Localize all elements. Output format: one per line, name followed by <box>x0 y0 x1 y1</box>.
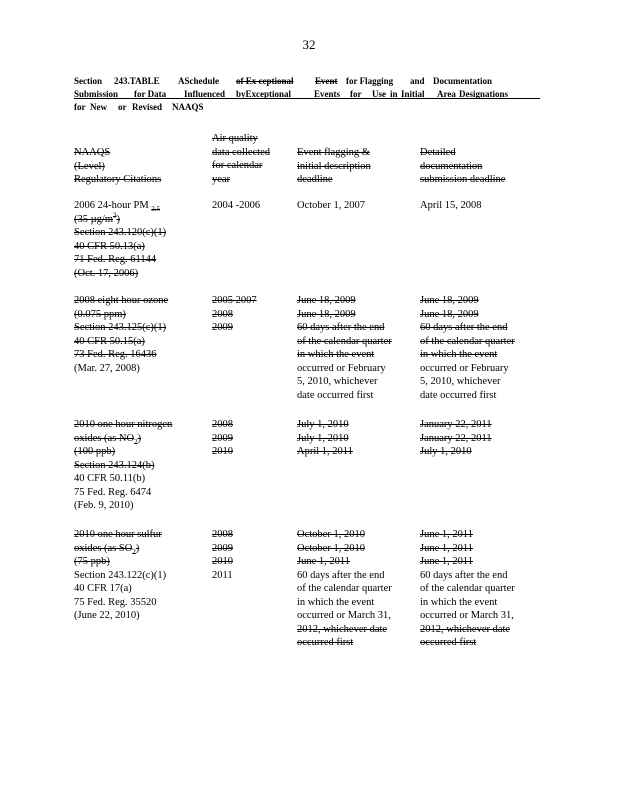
cell-line: of the calendar quarter <box>420 583 515 594</box>
cell-line: 40 CFR 17(a) <box>74 583 132 594</box>
header-line: Air quality <box>212 133 258 144</box>
row2-naaqs <box>74 294 168 375</box>
row2-flagging <box>297 294 392 402</box>
cell-line: occurred first <box>297 637 354 648</box>
cell-line: date occurred first <box>297 389 374 401</box>
cell-line: June 18, 2009 <box>297 308 356 320</box>
row4-years <box>212 528 233 582</box>
header-documentation <box>420 146 505 187</box>
cell-line: June 1, 2011 <box>420 542 473 554</box>
cell-line: occurred or February <box>297 362 386 374</box>
header-line: (Level) <box>74 160 105 172</box>
header-line: data collected <box>212 146 271 158</box>
cell-line: 2009 <box>212 322 233 333</box>
cell-line: July 1, 2010 <box>297 419 349 430</box>
header-line: NAAQS <box>74 147 111 158</box>
cell-line: June 1, 2011 <box>297 556 350 567</box>
row2-documentation <box>420 294 515 402</box>
cell-line: 40 CFR 50.13(a) <box>74 240 145 252</box>
cell-line: 60 days after the end <box>297 569 385 581</box>
cell-line: occurred or March 31, <box>420 610 514 621</box>
caption-word: of Ex ceptional <box>236 76 294 86</box>
caption-word: Event <box>315 76 338 86</box>
caption-word: Revised <box>132 102 162 112</box>
cell-line: October 1, 2010 <box>297 542 365 554</box>
row3-years <box>212 418 233 459</box>
row4-documentation <box>420 528 515 650</box>
cell-line: 2012, whichever date <box>297 623 388 635</box>
header-line: year <box>212 173 231 185</box>
cell-line: 40 CFR 50.11(b) <box>74 473 146 484</box>
cell-line: April 1, 2011 <box>297 446 353 457</box>
cell-line: 2010 one hour nitrogen <box>74 419 173 430</box>
cell-line: occurred first <box>420 637 477 648</box>
cell-line: Section 243.125(c)(1) <box>74 322 167 333</box>
caption-word: ASchedule <box>178 76 220 86</box>
header-line: Event flagging & <box>297 147 370 158</box>
cell-line: occurred or March 31, <box>297 610 391 621</box>
cell-line: 2008 <box>212 308 233 320</box>
cell-line: (June 22, 2010) <box>74 610 140 621</box>
header-line: Regulatory Citations <box>74 174 162 185</box>
caption-word: Documentation <box>433 76 492 86</box>
caption-word: Area <box>437 89 456 99</box>
row1-documentation <box>420 199 482 213</box>
cell-line: 2010 <box>212 446 233 457</box>
cell-line: date occurred first <box>420 389 497 401</box>
cell-line: (0.075 ppm) <box>74 308 126 320</box>
row2-years <box>212 294 257 335</box>
row3-documentation <box>420 418 492 459</box>
cell-line: January 22, 2011 <box>420 432 492 444</box>
cell-line: (Mar. 27, 2008) <box>74 362 140 374</box>
cell-line: Section 243.124(b) <box>74 459 155 471</box>
cell-line: (75 ppb) <box>74 556 110 567</box>
header-naaqs <box>74 146 161 187</box>
header-air-quality-year <box>212 132 270 186</box>
cell-line: (Feb. 9, 2010) <box>74 500 134 511</box>
cell-line: oxides (as $NO_2$) <box>74 432 142 446</box>
cell-line: Section 243.122(c)(1) <box>74 569 167 581</box>
caption-word: Initial <box>401 89 425 99</box>
caption-word: for Flagging <box>346 76 394 86</box>
cell-line: 2004 -2006 <box>212 200 261 211</box>
cell-line: 40 CFR 50.15(a) <box>74 335 145 347</box>
caption-word: Events <box>314 89 341 99</box>
cell-line: of the calendar quarter <box>297 335 392 347</box>
header-event-flagging <box>297 146 371 187</box>
cell-line: 71 Fed. Reg. 61144 <box>74 254 157 265</box>
cell-line: 2006 24-hour PM $_{2.5}$ <box>74 200 161 214</box>
caption-word: for <box>74 102 86 112</box>
caption-word: in <box>390 89 398 99</box>
cell-line: (35 $\mu g/m^3$) <box>74 211 121 225</box>
caption-word: Section <box>74 76 102 86</box>
cell-line: 75 Fed. Reg. 6474 <box>74 486 152 498</box>
cell-line: in which the event <box>297 596 375 608</box>
caption-rule <box>74 98 540 99</box>
cell-line: 2008 <box>212 529 233 540</box>
cell-line: 2008 eight hour ozone <box>74 295 169 306</box>
cell-line: June 18, 2009 <box>420 308 479 320</box>
cell-line: April 15, 2008 <box>420 200 482 211</box>
cell-line: July 1, 2010 <box>297 432 349 444</box>
header-line: Detailed <box>420 147 456 158</box>
cell-line: 5, 2010, whichever <box>420 376 501 387</box>
cell-line: oxides (as $SO_2$) <box>74 542 140 556</box>
caption-word: for <box>350 89 362 99</box>
cell-line: (Oct. 17, 2006) <box>74 267 139 279</box>
header-line: for calendar <box>212 160 263 171</box>
page-number: 32 <box>302 37 316 52</box>
cell-line: in which the event <box>297 349 375 360</box>
row4-flagging <box>297 528 392 650</box>
cell-line: in which the event <box>420 596 498 608</box>
header-line: submission deadline <box>420 174 506 185</box>
caption-word: NAAQS <box>172 102 204 112</box>
row3-naaqs <box>74 418 172 513</box>
row1-flagging <box>297 199 365 213</box>
cell-line: 2009 <box>212 542 233 554</box>
cell-line: of the calendar quarter <box>420 335 515 347</box>
cell-line: June 18, 2009 <box>420 295 479 306</box>
caption-word: byExceptional <box>236 89 292 99</box>
header-line: deadline <box>297 174 333 185</box>
header-line: initial description <box>297 160 371 172</box>
cell-line: June 18, 2009 <box>297 295 356 306</box>
row1-naaqs <box>74 199 166 280</box>
cell-line: 2012, whichever date <box>420 623 511 635</box>
cell-line: July 1, 2010 <box>420 446 472 457</box>
row1-years <box>212 199 260 213</box>
cell-line: 73 Fed. Reg. 16436 <box>74 349 157 360</box>
cell-line: 2011 <box>212 569 233 581</box>
cell-line: in which the event <box>420 349 498 360</box>
cell-line: 2009 <box>212 432 233 444</box>
cell-line: June 1, 2011 <box>420 556 473 567</box>
caption-word: Use <box>372 89 386 99</box>
cell-line: 2008 <box>212 419 233 430</box>
caption-word: Submission <box>74 89 119 99</box>
cell-line: 75 Fed. Reg. 35520 <box>74 596 157 608</box>
caption-word: 243.TABLE <box>114 76 160 86</box>
row3-flagging <box>297 418 353 459</box>
cell-line: 60 days after the end <box>420 322 508 333</box>
cell-line: 60 days after the end <box>420 569 508 581</box>
caption-word: Designations <box>459 89 509 99</box>
cell-line: October 1, 2007 <box>297 200 365 211</box>
cell-line: Section 243.120(c)(1) <box>74 227 167 238</box>
cell-line: 2010 one hour sulfur <box>74 529 162 540</box>
header-line: documentation <box>420 160 483 172</box>
cell-line: 5, 2010, whichever <box>297 376 378 387</box>
row4-naaqs <box>74 528 166 623</box>
cell-line: June 1, 2011 <box>420 529 473 540</box>
caption-word: for Data <box>134 89 167 99</box>
cell-line: 2005 2007 <box>212 295 257 306</box>
caption-word: Influenced <box>184 89 226 99</box>
caption-word: and <box>410 76 425 86</box>
caption-word: New <box>90 102 107 112</box>
cell-line: October 1, 2010 <box>297 529 365 540</box>
caption-word: or <box>118 102 127 112</box>
cell-line: 60 days after the end <box>297 322 385 333</box>
cell-line: January 22, 2011 <box>420 419 492 430</box>
cell-line: 2010 <box>212 556 233 567</box>
cell-line: occurred or February <box>420 362 509 374</box>
cell-line: (100 ppb) <box>74 446 116 457</box>
cell-line: of the calendar quarter <box>297 583 392 594</box>
